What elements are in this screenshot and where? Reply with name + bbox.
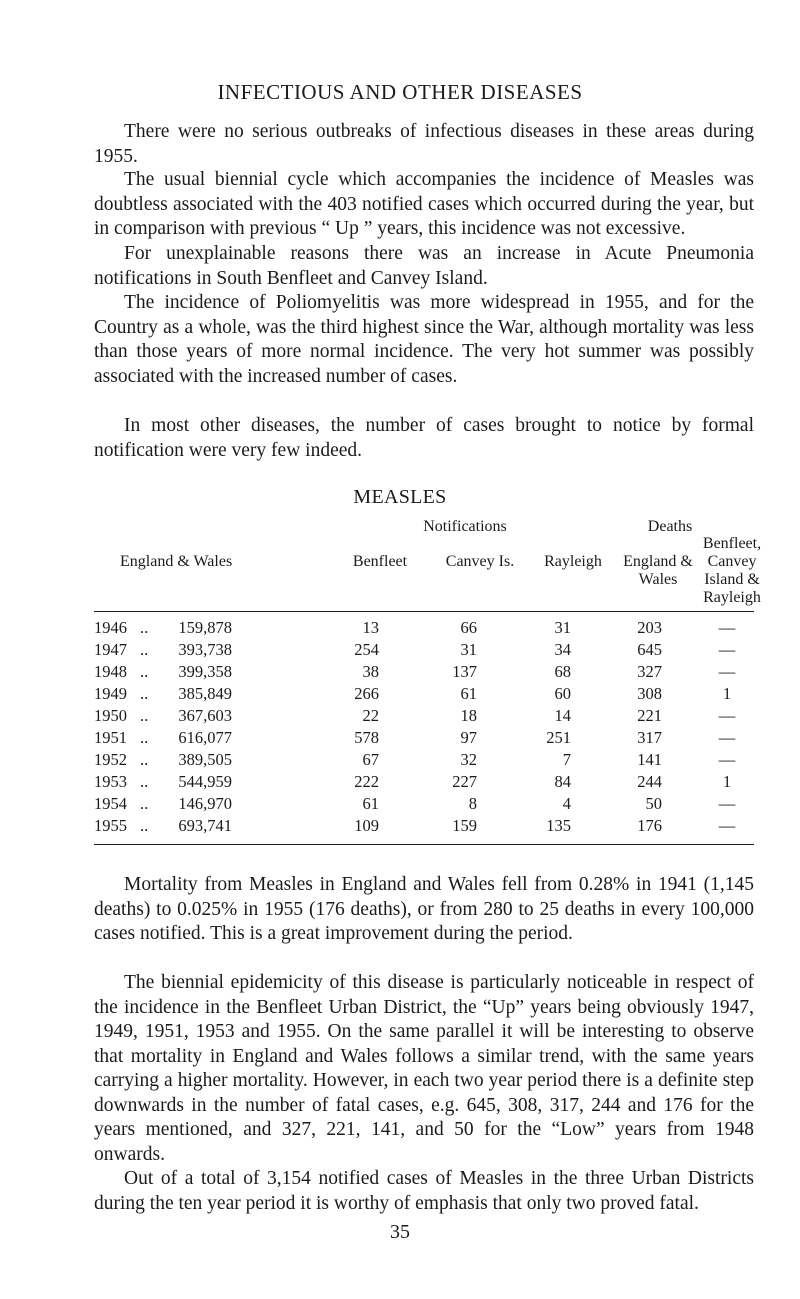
cell-benfleet: 38 [362,662,379,681]
cell-rayleigh: 84 [554,772,571,791]
col-header-england-wales: England & Wales [120,553,233,570]
table-row [94,684,754,706]
cell-rayleigh: 4 [562,794,571,813]
cell-leader: .. [140,750,149,769]
notifications-group-header: Notifications [423,518,507,535]
cell-deaths-england-wales: 308 [637,684,662,703]
cell-england-wales: 544,959 [178,772,232,791]
cell-deaths-england-wales: 176 [637,816,662,835]
cell-leader: .. [140,662,149,681]
cell-leader: .. [140,618,149,637]
deaths-group-header: Deaths [647,518,693,535]
cell-canvey: 97 [460,728,477,747]
cell-deaths-england-wales: 141 [637,750,662,769]
intro-paragraph-2: The usual biennial cycle which accompanies the incidence of Measles was doubtless associated with the 403 notified cases which occurred during the year, but in comparison with previous “ Up ” years, this incidence was not excessive. [94,169,754,239]
cell-england-wales: 385,849 [178,684,232,703]
page-heading: INFECTIOUS AND OTHER DISEASES [217,80,583,104]
intro-paragraph-1: There were no serious outbreaks of infectious diseases in these areas during 1955. [94,121,754,167]
cell-benfleet: 22 [362,706,379,725]
table-row [94,618,754,640]
cell-deaths-local: — [718,750,736,769]
cell-england-wales: 616,077 [178,728,232,747]
table-row [94,772,754,794]
cell-leader: .. [140,728,149,747]
cell-deaths-local: 1 [722,772,732,791]
cell-canvey: 227 [452,772,477,791]
table-top-rule [94,611,754,612]
cell-deaths-england-wales: 203 [637,618,662,637]
cell-rayleigh: 7 [562,750,571,769]
cell-england-wales: 159,878 [178,618,232,637]
col-header-deaths-local-line-3: Island & [704,571,760,588]
cell-benfleet: 61 [362,794,379,813]
cell-deaths-england-wales: 645 [637,640,662,659]
cell-year: 1947 [94,640,127,659]
cell-deaths-england-wales: 244 [637,772,662,791]
cell-leader: .. [140,794,149,813]
cell-canvey: 8 [468,794,477,813]
cell-deaths-england-wales: 221 [637,706,662,725]
cell-benfleet: 266 [354,684,379,703]
table-bottom-rule [94,844,754,845]
col-header-deaths-local-line-1: Benfleet, [702,535,762,552]
cell-canvey: 31 [460,640,477,659]
cell-leader: .. [140,816,149,835]
cell-leader: .. [140,772,149,791]
cell-deaths-local: 1 [722,684,732,703]
cell-benfleet: 67 [362,750,379,769]
cell-benfleet: 13 [362,618,379,637]
cell-rayleigh: 34 [554,640,571,659]
closing-paragraph-3: Out of a total of 3,154 notified cases of Measles in the three Urban Districts during the ten year period it is worthy of emphasis that only two proved fatal. [94,1168,754,1214]
col-header-deaths-ew-line-1: England & [623,553,693,570]
intro-paragraph-4: The incidence of Poliomyelitis was more widespread in 1955, and for the Country as a whole, was the third highest since the War, although mortality was less than those years of more normal incidence. The very hot summer was possibly associated with the increased number of cases. [94,292,754,387]
cell-deaths-local: — [718,640,736,659]
cell-canvey: 32 [460,750,477,769]
cell-year: 1953 [94,772,127,791]
cell-rayleigh: 60 [554,684,571,703]
measles-table-title: MEASLES [353,486,447,508]
cell-year: 1954 [94,794,127,813]
cell-year: 1952 [94,750,127,769]
cell-leader: .. [140,706,149,725]
cell-benfleet: 222 [354,772,379,791]
closing-paragraph-2: The biennial epidemicity of this disease is particularly noticeable in respect of the incidence in the Benfleet Urban District, the “Up” years being obviously 1947, 1949, 1951, 1953 and 1955. On the same parallel it will be interesting to observe that mortality in England and Wales follows a similar trend, with the same years carrying a higher mortality. However, in each two year period there is a definite step downwards in the number of fatal cases, e.g. 645, 308, 317, 244 and 176 for the years mentioned, and 327, 221, 141, and 50 for the “Low” years from 1948 onwards. [94,972,754,1165]
cell-england-wales: 146,970 [178,794,232,813]
cell-rayleigh: 31 [554,618,571,637]
cell-rayleigh: 68 [554,662,571,681]
col-header-rayleigh: Rayleigh [544,553,602,570]
cell-england-wales: 389,505 [178,750,232,769]
table-row [94,816,754,838]
cell-year: 1948 [94,662,127,681]
cell-canvey: 159 [452,816,477,835]
cell-year: 1946 [94,618,127,637]
cell-deaths-local: — [718,706,736,725]
col-header-canvey: Canvey Is. [445,553,515,570]
cell-benfleet: 578 [354,728,379,747]
cell-canvey: 137 [452,662,477,681]
cell-deaths-england-wales: 327 [637,662,662,681]
table-row [94,750,754,772]
table-row [94,728,754,750]
cell-year: 1955 [94,816,127,835]
cell-canvey: 66 [460,618,477,637]
cell-rayleigh: 251 [546,728,571,747]
cell-year: 1950 [94,706,127,725]
col-header-deaths-local [692,535,772,607]
cell-leader: .. [140,684,149,703]
cell-deaths-england-wales: 317 [637,728,662,747]
col-header-deaths-local-line-2: Canvey [707,553,757,570]
cell-benfleet: 254 [354,640,379,659]
cell-rayleigh: 135 [546,816,571,835]
cell-deaths-local: — [718,662,736,681]
cell-canvey: 61 [460,684,477,703]
cell-leader: .. [140,640,149,659]
page-number: 35 [390,1221,410,1243]
table-row [94,706,754,728]
cell-deaths-local: — [718,794,736,813]
cell-rayleigh: 14 [554,706,571,725]
cell-england-wales: 367,603 [178,706,232,725]
intro-paragraph-5: In most other diseases, the number of cases brought to notice by formal notification were very few indeed. [94,415,754,461]
cell-deaths-local: — [718,618,736,637]
cell-england-wales: 393,738 [178,640,232,659]
table-row [94,794,754,816]
closing-paragraph-1: Mortality from Measles in England and Wales fell from 0.28% in 1941 (1,145 deaths) to 0.025% in 1955 (176 deaths), or from 280 to 25 deaths in every 100,000 cases notified. This is a great improvement during the period. [94,874,754,944]
table-row [94,640,754,662]
cell-deaths-england-wales: 50 [645,794,662,813]
col-header-deaths-local-line-4: Rayleigh [703,589,761,606]
cell-canvey: 18 [460,706,477,725]
intro-paragraph-3: For unexplainable reasons there was an increase in Acute Pneumonia notifications in South Benfleet and Canvey Island. [94,243,754,289]
cell-england-wales: 693,741 [178,816,232,835]
cell-deaths-local: — [718,728,736,747]
cell-year: 1949 [94,684,127,703]
cell-deaths-local: — [718,816,736,835]
cell-year: 1951 [94,728,127,747]
cell-england-wales: 399,358 [178,662,232,681]
table-row [94,662,754,684]
cell-benfleet: 109 [354,816,379,835]
col-header-deaths-ew-line-2: Wales [638,571,678,588]
col-header-benfleet: Benfleet [352,553,408,570]
